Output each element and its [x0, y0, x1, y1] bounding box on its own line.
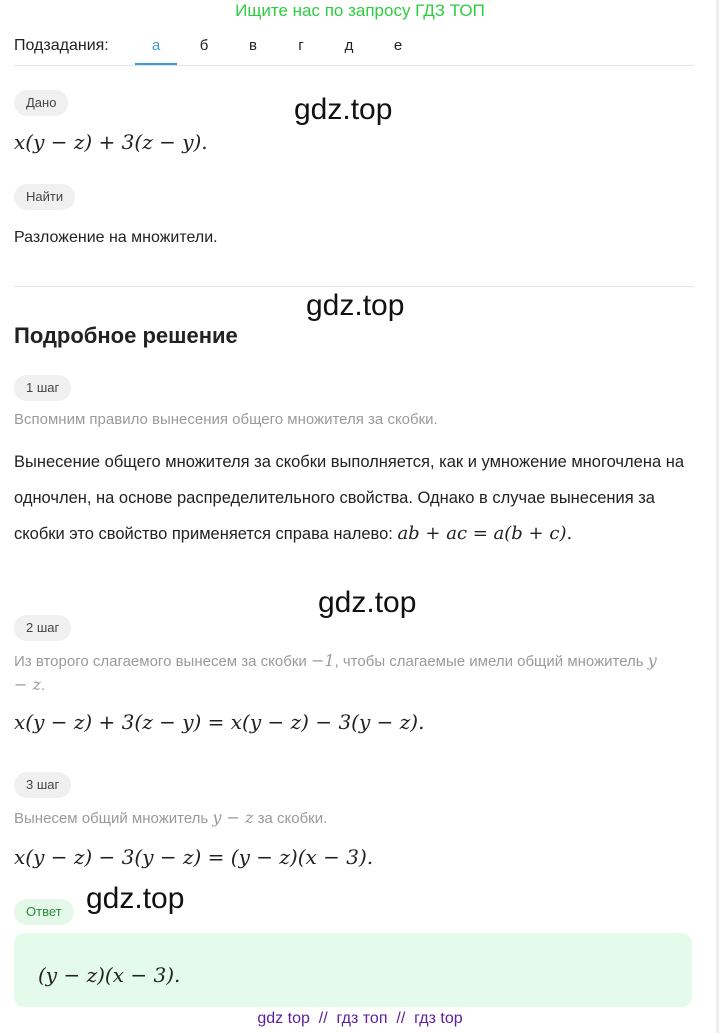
- step-1-formula: ab + ac = a(b + c).: [397, 523, 573, 544]
- step-2-expression: x(y − z) + 3(z − y) = x(y − z) − 3(y − z).: [14, 710, 425, 734]
- given-expression: x(y − z) + 3(z − y).: [14, 130, 208, 154]
- step-3-expression: x(y − z) − 3(y − z) = (y − z)(x − 3).: [14, 845, 374, 869]
- step-2-pill: 2 шаг: [14, 615, 71, 641]
- tab-b[interactable]: б: [199, 37, 209, 54]
- step-3-hint-math: y − z: [212, 808, 254, 827]
- answer-expression: (y − z)(x − 3).: [38, 963, 181, 987]
- step-3-pill: 3 шаг: [14, 772, 71, 798]
- section-divider: [14, 286, 694, 287]
- step-3-hint-end: за скобки.: [257, 810, 328, 827]
- given-pill: Дано: [14, 90, 68, 116]
- step-2-hint-end: .: [40, 677, 46, 694]
- find-text: Разложение на множители.: [14, 229, 218, 246]
- watermark: gdz.top: [306, 289, 405, 322]
- find-pill: Найти: [14, 184, 75, 210]
- step-3-hint-text: Вынесем общий множитель: [14, 810, 209, 827]
- watermark: gdz.top: [86, 882, 185, 915]
- step-2-hint: [14, 649, 664, 697]
- step-1-body: [14, 444, 684, 552]
- step-1-pill: 1 шаг: [14, 375, 71, 401]
- watermark: gdz.top: [318, 586, 417, 619]
- step-1-text: Вынесение общего множителя за скобки выполняется, как и умножение многочлена на одночлен, на основе распределительного свойства. Однако в случае вынесения за скобки это свойство применяется справа налево:: [14, 453, 684, 543]
- tab-a[interactable]: а: [151, 37, 161, 54]
- subtasks-label: Подзадания:: [14, 37, 109, 54]
- tab-e[interactable]: е: [393, 37, 403, 54]
- step-3-hint: [14, 806, 327, 830]
- step-2-hint-text: Из второго слагаемого вынесем за скобки: [14, 653, 307, 670]
- tab-d[interactable]: д: [344, 37, 354, 54]
- tab-g[interactable]: г: [298, 37, 304, 54]
- watermark: gdz.top: [294, 93, 393, 126]
- step-2-hint-math: −1: [310, 651, 335, 670]
- solution-heading: Подробное решение: [14, 323, 238, 348]
- footer-links[interactable]: gdz top // гдз топ // гдз top: [257, 1010, 463, 1027]
- tab-v[interactable]: в: [249, 37, 257, 54]
- step-2-hint-middle: , чтобы слагаемые имели общий множитель: [334, 653, 644, 670]
- tabs-divider: [14, 65, 694, 66]
- answer-pill: Ответ: [14, 899, 74, 925]
- search-banner: Ищите нас по запросу ГДЗ ТОП: [235, 1, 485, 20]
- step-2-hint-math-factor: y − z: [14, 651, 657, 694]
- step-1-hint: Вспомним правило вынесения общего множителя за скобки.: [14, 411, 438, 428]
- page-scrollbar[interactable]: [716, 0, 719, 1033]
